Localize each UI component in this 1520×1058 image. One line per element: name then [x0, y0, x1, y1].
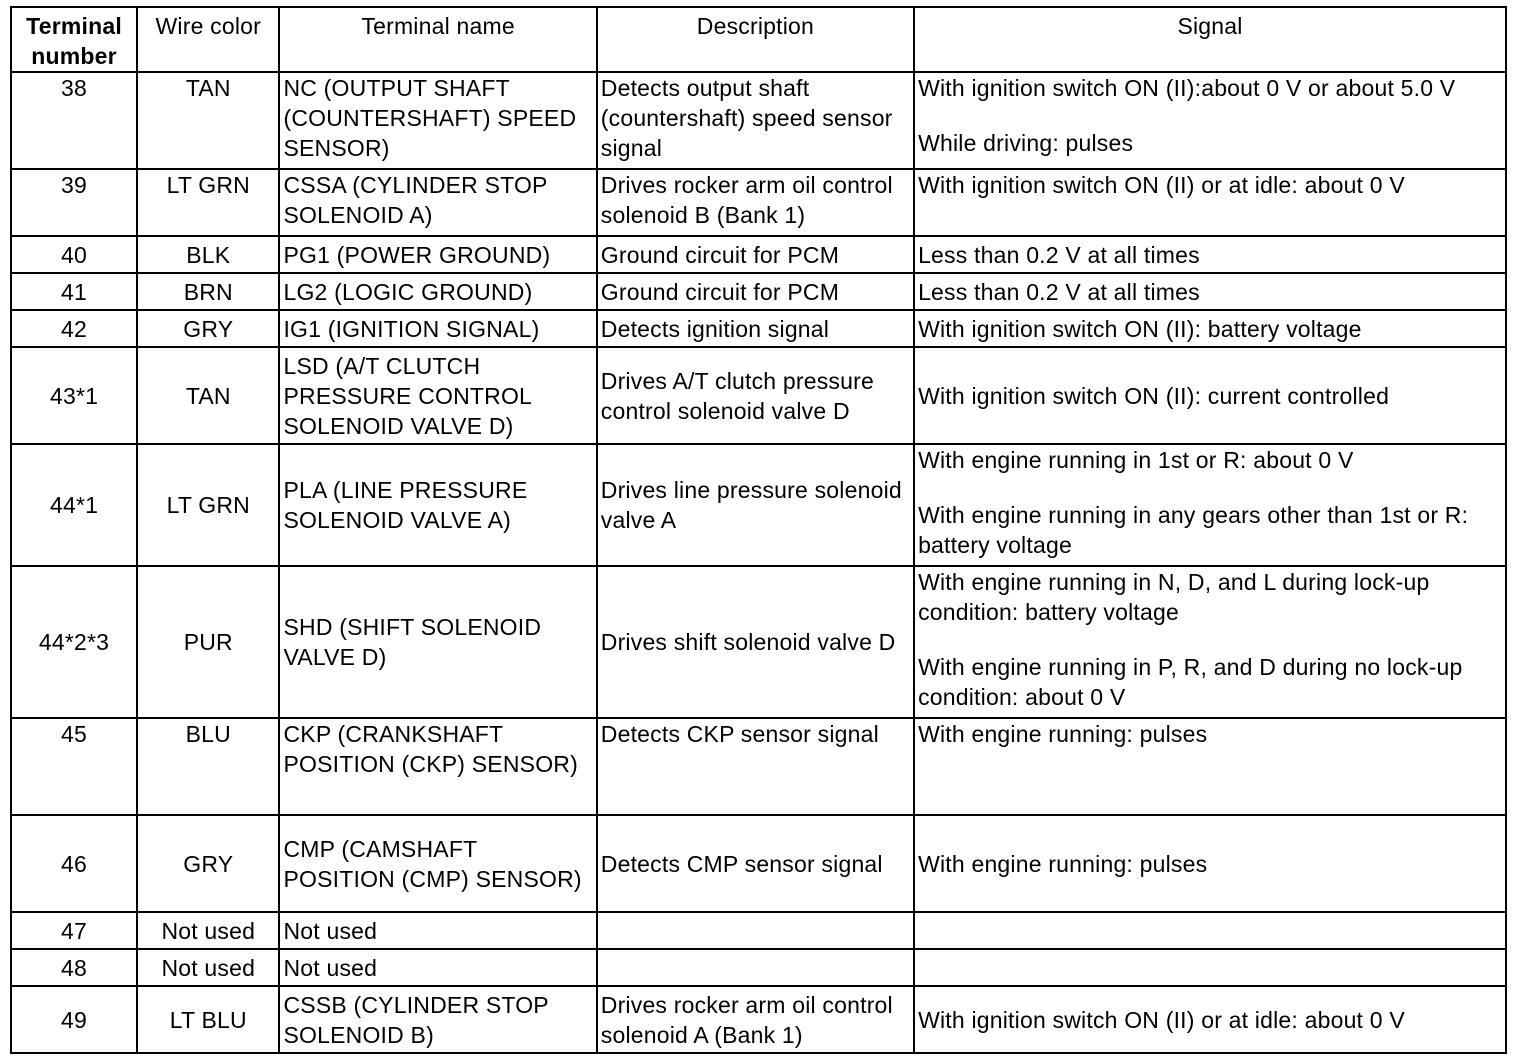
- signal-cell: [914, 566, 1506, 718]
- terminal-name-cell: Not used: [279, 912, 596, 949]
- description-cell: Ground circuit for PCM: [597, 273, 914, 310]
- description-cell: [597, 912, 914, 949]
- table-row: [11, 72, 1506, 169]
- description-cell: Drives rocker arm oil control solenoid A (Bank 1): [597, 986, 914, 1053]
- wire-color-cell: GRY: [137, 310, 279, 347]
- terminal-name-cell: Not used: [279, 949, 596, 986]
- table-row: [11, 236, 1506, 273]
- signal-line: Less than 0.2 V at all times: [918, 278, 1200, 305]
- table-row: [11, 718, 1506, 815]
- signal-line: With ignition switch ON (II): current controlled: [918, 382, 1390, 409]
- terminal-name-cell: LSD (A/T CLUTCH PRESSURE CONTROL SOLENOID VALVE D): [279, 347, 596, 444]
- header-description: Description: [597, 7, 914, 72]
- header-wire-color: Wire color: [137, 7, 279, 72]
- wire-color-cell: LT GRN: [137, 444, 279, 566]
- signal-cell: [914, 236, 1506, 273]
- description-cell: Drives shift solenoid valve D: [597, 566, 914, 718]
- header-row: [11, 7, 1506, 72]
- wire-color-cell: BLK: [137, 236, 279, 273]
- signal-cell: [914, 815, 1506, 912]
- wire-color-cell: LT GRN: [137, 169, 279, 236]
- header-signal: Signal: [914, 7, 1506, 72]
- description-cell: Ground circuit for PCM: [597, 236, 914, 273]
- table-row: [11, 986, 1506, 1053]
- table-row: [11, 566, 1506, 718]
- wire-color-cell: BRN: [137, 273, 279, 310]
- signal-line: With engine running: pulses: [918, 850, 1208, 877]
- terminal-name-cell: CSSA (CYLINDER STOP SOLENOID A): [279, 169, 596, 236]
- table-row: [11, 310, 1506, 347]
- signal-cell: [914, 310, 1506, 347]
- terminal-name-cell: PLA (LINE PRESSURE SOLENOID VALVE A): [279, 444, 596, 566]
- wire-color-cell: TAN: [137, 347, 279, 444]
- wire-color-cell: TAN: [137, 72, 279, 169]
- terminal-number-cell: 45: [11, 718, 137, 815]
- header-terminal-name: Terminal name: [279, 7, 596, 72]
- wire-color-cell: PUR: [137, 566, 279, 718]
- description-cell: Detects output shaft (countershaft) speed sensor signal: [597, 72, 914, 169]
- wire-color-cell: GRY: [137, 815, 279, 912]
- terminal-number-cell: 49: [11, 986, 137, 1053]
- terminal-name-cell: IG1 (IGNITION SIGNAL): [279, 310, 596, 347]
- description-cell: Drives A/T clutch pressure control solenoid valve D: [597, 347, 914, 444]
- table-row: [11, 347, 1506, 444]
- terminal-table-container: [10, 6, 1507, 1054]
- signal-line: With engine running: pulses: [918, 721, 1208, 747]
- table-row: [11, 444, 1506, 566]
- signal-line: With engine running in P, R, and D during no lock-up condition: about 0 V: [918, 654, 1463, 710]
- table-row: [11, 949, 1506, 986]
- terminal-number-cell: 42: [11, 310, 137, 347]
- table-row: [11, 169, 1506, 236]
- terminal-name-cell: CMP (CAMSHAFT POSITION (CMP) SENSOR): [279, 815, 596, 912]
- signal-cell: [914, 912, 1506, 949]
- signal-line: With engine running in 1st or R: about 0 V: [918, 447, 1354, 473]
- description-cell: Detects CMP sensor signal: [597, 815, 914, 912]
- description-cell: Drives rocker arm oil control solenoid B (Bank 1): [597, 169, 914, 236]
- terminal-number-cell: 43*1: [11, 347, 137, 444]
- wire-color-cell: LT BLU: [137, 986, 279, 1053]
- terminal-name-cell: NC (OUTPUT SHAFT (COUNTERSHAFT) SPEED SENSOR): [279, 72, 596, 169]
- signal-line: With engine running in any gears other than 1st or R: battery voltage: [918, 502, 1469, 558]
- terminal-number-cell: 39: [11, 169, 137, 236]
- description-cell: Drives line pressure solenoid valve A: [597, 444, 914, 566]
- table-row: [11, 815, 1506, 912]
- header-terminal-number: Terminal number: [11, 7, 137, 72]
- terminal-number-cell: 40: [11, 236, 137, 273]
- terminal-number-cell: 41: [11, 273, 137, 310]
- terminal-name-cell: CKP (CRANKSHAFT POSITION (CKP) SENSOR): [279, 718, 596, 815]
- terminal-number-cell: 44*2*3: [11, 566, 137, 718]
- terminal-number-cell: 46: [11, 815, 137, 912]
- signal-cell: [914, 949, 1506, 986]
- signal-line: With ignition switch ON (II):about 0 V or about 5.0 V: [918, 75, 1456, 101]
- terminal-number-cell: 48: [11, 949, 137, 986]
- description-cell: Detects CKP sensor signal: [597, 718, 914, 815]
- signal-line: With engine running in N, D, and L during lock-up condition: battery voltage: [918, 569, 1430, 625]
- signal-line: While driving: pulses: [918, 130, 1134, 156]
- wire-color-cell: BLU: [137, 718, 279, 815]
- wire-color-cell: Not used: [137, 912, 279, 949]
- signal-cell: [914, 718, 1506, 815]
- terminal-number-cell: 47: [11, 912, 137, 949]
- description-cell: Detects ignition signal: [597, 310, 914, 347]
- signal-cell: [914, 444, 1506, 566]
- signal-cell: [914, 72, 1506, 169]
- signal-line: With ignition switch ON (II): battery voltage: [918, 315, 1362, 342]
- signal-line: Less than 0.2 V at all times: [918, 241, 1200, 268]
- wire-color-cell: Not used: [137, 949, 279, 986]
- terminal-number-cell: 38: [11, 72, 137, 169]
- signal-line: With ignition switch ON (II) or at idle: about 0 V: [918, 172, 1405, 198]
- terminal-name-cell: LG2 (LOGIC GROUND): [279, 273, 596, 310]
- signal-cell: [914, 347, 1506, 444]
- signal-line: With ignition switch ON (II) or at idle: about 0 V: [918, 1006, 1405, 1033]
- description-cell: [597, 949, 914, 986]
- terminal-table: [10, 6, 1507, 1054]
- signal-cell: [914, 273, 1506, 310]
- terminal-name-cell: SHD (SHIFT SOLENOID VALVE D): [279, 566, 596, 718]
- terminal-name-cell: CSSB (CYLINDER STOP SOLENOID B): [279, 986, 596, 1053]
- signal-cell: [914, 986, 1506, 1053]
- terminal-name-cell: PG1 (POWER GROUND): [279, 236, 596, 273]
- table-row: [11, 912, 1506, 949]
- table-row: [11, 273, 1506, 310]
- terminal-number-cell: 44*1: [11, 444, 137, 566]
- signal-cell: [914, 169, 1506, 236]
